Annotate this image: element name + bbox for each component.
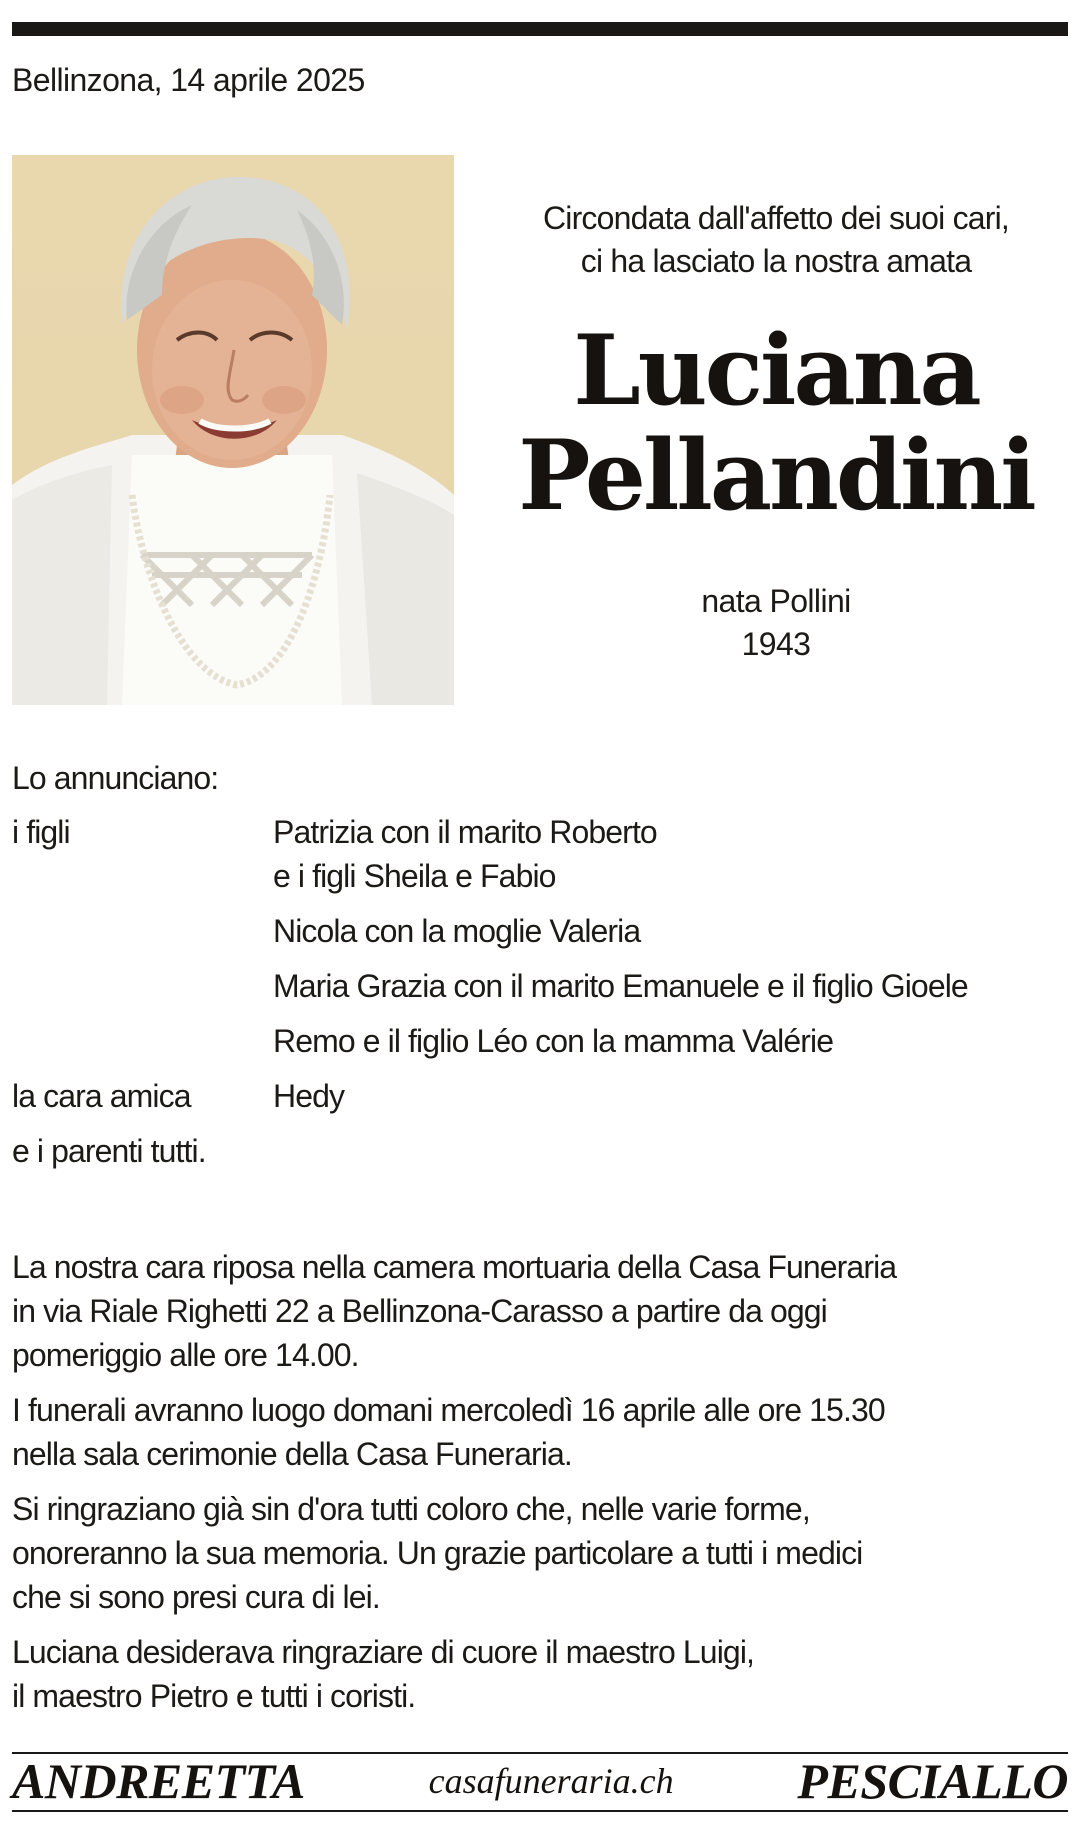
service-details bbox=[12, 1245, 1068, 1729]
intro-text bbox=[484, 197, 1068, 283]
relative-label: i figli bbox=[12, 814, 70, 850]
relative-entry-line: Remo e il figlio Léo con la mamma Valérie bbox=[273, 1023, 834, 1059]
relative-entry bbox=[273, 1074, 1068, 1118]
relative-names bbox=[273, 810, 1068, 1063]
relative-group bbox=[12, 1129, 1068, 1173]
footer-brand-left: ANDREETTA bbox=[12, 1753, 305, 1809]
portrait-illustration bbox=[12, 155, 454, 705]
paragraph-line: La nostra cara riposa nella camera mortuaria della Casa Funeraria bbox=[12, 1249, 897, 1285]
maiden-name: nata Pollini bbox=[701, 583, 851, 619]
relatives-list bbox=[12, 810, 1068, 1173]
intro-line-2: ci ha lasciato la nostra amata bbox=[580, 243, 972, 279]
announcement bbox=[12, 756, 1068, 1184]
deceased-name bbox=[484, 314, 1068, 532]
footer-brand-right: PESCIALLO bbox=[797, 1753, 1068, 1809]
footer bbox=[12, 1752, 1068, 1810]
relative-entry bbox=[273, 909, 1068, 953]
relative-names bbox=[273, 1074, 1068, 1118]
first-name: Luciana bbox=[573, 314, 979, 427]
paragraph-line: onoreranno la sua memoria. Un grazie particolare a tutti i medici bbox=[12, 1535, 863, 1571]
announcement-heading: Lo annunciano: bbox=[12, 760, 219, 796]
paragraph-line: nella sala cerimonie della Casa Funeraria. bbox=[12, 1436, 572, 1472]
relative-entry-line: Patrizia con il marito Roberto bbox=[273, 814, 657, 850]
footer-rule-bottom bbox=[12, 1810, 1068, 1812]
relative-entry bbox=[273, 1019, 1068, 1063]
dateline: Bellinzona, 14 aprile 2025 bbox=[12, 62, 365, 98]
relative-entry-line: e i figli Sheila e Fabio bbox=[273, 858, 556, 894]
top-rule bbox=[12, 22, 1068, 36]
relative-group bbox=[12, 810, 1068, 1063]
paragraph bbox=[12, 1630, 1068, 1718]
paragraph-line: pomeriggio alle ore 14.00. bbox=[12, 1337, 359, 1373]
birth-year: 1943 bbox=[741, 626, 811, 662]
paragraph bbox=[12, 1487, 1068, 1619]
paragraph-line: in via Riale Righetti 22 a Bellinzona-Carasso a partire da oggi bbox=[12, 1293, 827, 1329]
relative-names bbox=[273, 1129, 1068, 1173]
relative-entry bbox=[273, 810, 1068, 898]
intro-line-1: Circondata dall'affetto dei suoi cari, bbox=[542, 200, 1010, 236]
relative-label: la cara amica bbox=[12, 1078, 191, 1114]
relative-entry-line: Nicola con la moglie Valeria bbox=[273, 913, 641, 949]
paragraph bbox=[12, 1245, 1068, 1377]
relative-label: e i parenti tutti. bbox=[12, 1133, 206, 1169]
paragraph-line: Si ringraziano già sin d'ora tutti coloro che, nelle varie forme, bbox=[12, 1491, 810, 1527]
footer-website-link[interactable]: casafuneraria.ch bbox=[428, 1761, 674, 1801]
paragraph-line: che si sono presi cura di lei. bbox=[12, 1579, 380, 1615]
paragraph bbox=[12, 1388, 1068, 1476]
paragraph-line: I funerali avranno luogo domani mercoledì 16 aprile alle ore 15.30 bbox=[12, 1392, 885, 1428]
relative-entry-line: Maria Grazia con il marito Emanuele e il figlio Gioele bbox=[273, 968, 968, 1004]
relative-entry bbox=[273, 964, 1068, 1008]
relative-entry-line: Hedy bbox=[273, 1078, 345, 1114]
paragraph-line: Luciana desiderava ringraziare di cuore il maestro Luigi, bbox=[12, 1634, 755, 1670]
last-name: Pellandini bbox=[518, 419, 1034, 532]
relative-group bbox=[12, 1074, 1068, 1118]
birth-info bbox=[484, 580, 1068, 666]
portrait-photo bbox=[12, 155, 454, 705]
paragraph-line: il maestro Pietro e tutti i coristi. bbox=[12, 1678, 416, 1714]
